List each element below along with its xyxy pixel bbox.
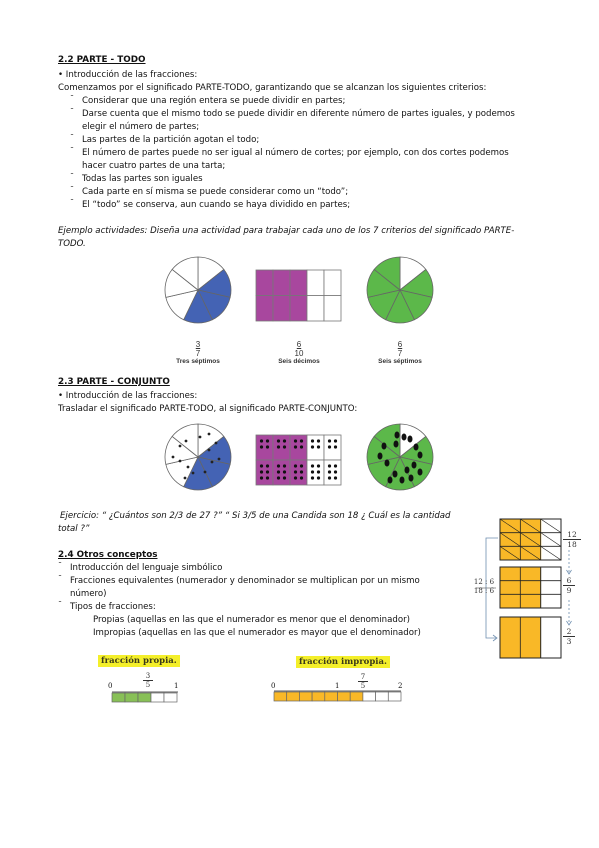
- criterion: Darse cuenta que el mismo todo se puede dividir en diferente número de partes iguales, y podemos: [82, 109, 515, 119]
- nl-propia-one: 1: [174, 682, 179, 690]
- caption-label: Seis décimos: [278, 358, 320, 365]
- set-dot: [277, 439, 280, 442]
- criterion-continuation: elegir el número de partes;: [82, 122, 200, 132]
- label-division: [468, 578, 500, 596]
- section-heading-parte-conjunto: 2.3 PARTE - CONJUNTO: [58, 377, 170, 387]
- set-dot: [283, 439, 286, 442]
- caption-three-sevenths: [163, 340, 233, 366]
- numerator: 2: [563, 627, 575, 637]
- nl-propia-zero: 0: [108, 682, 113, 690]
- list-item-continuation: número): [70, 589, 107, 599]
- set-dot: [328, 464, 331, 467]
- set-dot: [260, 464, 263, 467]
- set-dot: [311, 439, 314, 442]
- set-dot: [300, 439, 303, 442]
- number-line-cell: [164, 693, 177, 702]
- example-text-continuation: TODO.: [58, 239, 86, 249]
- grid-cell: [324, 460, 341, 485]
- label-twelve-eighteenths: [563, 530, 581, 549]
- dash-icon: ¯: [70, 146, 74, 155]
- dash-icon: ¯: [70, 107, 74, 116]
- grid-set-dots: [256, 435, 341, 485]
- set-dot: [317, 439, 320, 442]
- number-line-cell: [325, 692, 338, 701]
- set-dot: [294, 470, 297, 473]
- number-line-cell: [287, 692, 300, 701]
- dash-icon: ¯: [70, 172, 74, 181]
- list-item: Introducción del lenguaje simbólico: [70, 563, 223, 573]
- dash-icon: ¯: [70, 94, 74, 103]
- denominator: 3: [566, 637, 572, 646]
- set-dot: [334, 445, 337, 448]
- set-dot: [328, 470, 331, 473]
- criterion: Considerar que una región entera se puede dividir en partes;: [82, 96, 346, 106]
- title-fraccion-propia: fracción propia.: [98, 655, 180, 667]
- set-dot: [334, 439, 337, 442]
- numerator: 3: [143, 672, 153, 681]
- set-dot: [260, 445, 263, 448]
- set-dot: [260, 476, 263, 479]
- set-dot: [294, 464, 297, 467]
- set-dot: [277, 464, 280, 467]
- number-line-cell: [350, 692, 363, 701]
- set-dot: [294, 439, 297, 442]
- set-dot: [266, 445, 269, 448]
- number-line-propia: [112, 692, 178, 702]
- caption-numerator: 3: [195, 340, 201, 349]
- set-dot: [334, 464, 337, 467]
- lead-text: Comenzamos por el significado PARTE-TODO, garantizando que se alcanzan los siguientes criterios:: [58, 83, 487, 93]
- pie-set-green-dots: [367, 424, 433, 490]
- set-dot: [311, 470, 314, 473]
- set-dot: [300, 445, 303, 448]
- section-heading-parte-todo: 2.2 PARTE - TODO: [58, 55, 146, 65]
- number-line-cell: [274, 692, 287, 701]
- dash-icon: ¯: [58, 561, 62, 570]
- lead-text: Trasladar el significado PARTE-TODO, al significado PARTE-CONJUNTO:: [58, 404, 358, 414]
- sub-item-impropias: Impropias (aquellas en las que el numerador es mayor que el denominador): [93, 628, 421, 638]
- dash-icon: ¯: [58, 600, 62, 609]
- set-dot: [311, 445, 314, 448]
- caption-six-tenths: [264, 340, 334, 366]
- caption-denominator: 10: [294, 349, 304, 358]
- numerator: 12: [563, 530, 581, 540]
- exercise-text-continuation: total ?”: [58, 524, 90, 534]
- set-dot: [317, 464, 320, 467]
- caption-denominator: 7: [397, 349, 403, 358]
- number-line-cell: [125, 693, 138, 702]
- number-line-cell: [151, 693, 164, 702]
- number-line-cell: [312, 692, 325, 701]
- set-dot: [266, 464, 269, 467]
- list-item: Fracciones equivalentes (numerador y denominador se multiplican por un mismo: [70, 576, 420, 586]
- caption-label: Tres séptimos: [176, 358, 220, 365]
- set-dot: [311, 476, 314, 479]
- label-two-thirds: [563, 627, 575, 646]
- section-heading-otros-conceptos: 2.4 Otros conceptos: [58, 550, 158, 560]
- grid-cell: [307, 435, 324, 460]
- dash-icon: ¯: [70, 133, 74, 142]
- pie-six-sevenths: [367, 257, 433, 323]
- set-dot: [266, 476, 269, 479]
- number-line-cell: [388, 692, 401, 701]
- set-dot: [283, 464, 286, 467]
- set-dot: [283, 470, 286, 473]
- number-line-cell: [363, 692, 376, 701]
- caption-denominator: 7: [195, 349, 201, 358]
- set-dot: [266, 439, 269, 442]
- criterion: El “todo” se conserva, aun cuando se haya dividido en partes;: [82, 200, 351, 210]
- intro-bullet: • Introducción de las fracciones:: [58, 70, 198, 80]
- set-dot: [317, 470, 320, 473]
- grid-cell: [290, 460, 307, 485]
- nl-propia-fraction: [143, 672, 153, 689]
- caption-numerator: 6: [296, 340, 302, 349]
- set-dot: [328, 476, 331, 479]
- criterion: Las partes de la partición agotan el todo;: [82, 135, 260, 145]
- grid-cell: [324, 435, 341, 460]
- set-dot: [317, 476, 320, 479]
- dash-icon: ¯: [70, 185, 74, 194]
- set-dot: [283, 445, 286, 448]
- criterion-continuation: hacer cuatro partes de una tarta;: [82, 161, 226, 171]
- grid-cell: [273, 435, 290, 460]
- set-dot: [277, 476, 280, 479]
- set-dot: [300, 476, 303, 479]
- set-dot: [328, 439, 331, 442]
- numerator: 6: [563, 576, 575, 586]
- set-dot: [277, 445, 280, 448]
- denominator: 18 : 6: [473, 587, 495, 595]
- set-dot: [277, 470, 280, 473]
- grid-cell: [256, 460, 273, 485]
- numerator: 12 : 6: [473, 578, 495, 586]
- criterion: Cada parte en sí misma se puede considerar como un “todo”;: [82, 187, 349, 197]
- grid-six-tenths: [256, 270, 341, 321]
- caption-six-sevenths: [365, 340, 435, 366]
- set-dot: [317, 445, 320, 448]
- exercise-text: Ejercicio: “ ¿Cuántos son 2/3 de 27 ?” “ Si 3/5 de una Candida son 18 ¿ Cuál es la cantidad: [60, 511, 451, 521]
- set-dot: [294, 476, 297, 479]
- set-dot: [300, 464, 303, 467]
- set-dot: [328, 445, 331, 448]
- set-dot: [311, 464, 314, 467]
- example-text: Ejemplo actividades: Diseña una actividad para trabajar cada uno de los 7 criterios del significado PARTE-: [58, 226, 515, 236]
- set-dot: [294, 445, 297, 448]
- nl-impropia-zero: 0: [271, 682, 276, 690]
- criterion: Todas las partes son iguales: [82, 174, 203, 184]
- numerator: 7: [358, 673, 368, 682]
- number-line-cell: [112, 693, 125, 702]
- set-dot: [334, 476, 337, 479]
- set-dot: [300, 470, 303, 473]
- label-six-ninths: [563, 576, 575, 595]
- dash-icon: ¯: [58, 574, 62, 583]
- denominator: 5: [145, 681, 151, 689]
- grid-cell: [273, 460, 290, 485]
- caption-numerator: 6: [397, 340, 403, 349]
- number-line-cell: [138, 693, 151, 702]
- set-dot: [260, 470, 263, 473]
- number-line-cell: [376, 692, 389, 701]
- grid-cell: [290, 435, 307, 460]
- caption-label: Seis séptimos: [378, 358, 422, 365]
- denominator: 18: [567, 540, 577, 549]
- grid-cell: [256, 435, 273, 460]
- set-dot: [260, 439, 263, 442]
- sub-item-propias: Propias (aquellas en las que el numerador es menor que el denominador): [93, 615, 410, 625]
- intro-bullet: • Introducción de las fracciones:: [58, 391, 198, 401]
- title-fraccion-impropia: fracción impropia.: [296, 656, 390, 668]
- pie-three-sevenths: [165, 257, 231, 323]
- list-item: Tipos de fracciones:: [70, 602, 156, 612]
- number-line-cell: [299, 692, 312, 701]
- number-line-cell: [338, 692, 351, 701]
- number-line-impropia: [274, 691, 401, 701]
- dash-icon: ¯: [70, 198, 74, 207]
- grid-cell: [307, 460, 324, 485]
- set-dot: [334, 470, 337, 473]
- nl-impropia-two: 2: [398, 682, 403, 690]
- set-dot: [283, 476, 286, 479]
- criterion: El número de partes puede no ser igual al número de cortes; por ejemplo, con dos cortes podemos: [82, 148, 509, 158]
- pie-set-dots: [165, 424, 231, 490]
- denominator: 5: [360, 682, 366, 690]
- nl-impropia-one: 1: [335, 682, 340, 690]
- denominator: 9: [566, 586, 572, 595]
- set-dot: [266, 470, 269, 473]
- nl-impropia-fraction: [358, 673, 368, 690]
